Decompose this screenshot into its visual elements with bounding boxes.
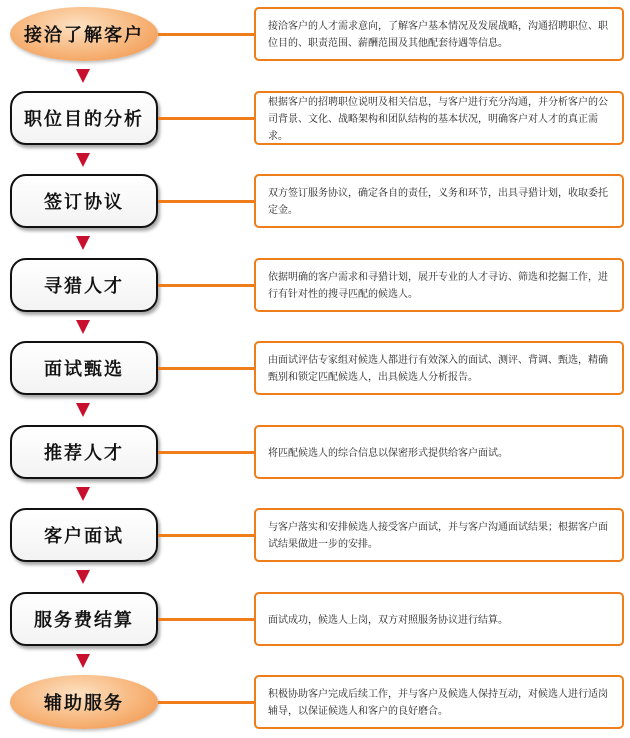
step-box (10, 675, 158, 729)
step-connector-line (158, 117, 254, 120)
step-description: 与客户落实和安排候选人接受客户面试，并与客户沟通面试结果；根据客户面试结果做进一步的安排。 (268, 522, 608, 550)
step-connector-line (158, 33, 254, 36)
step-title: 推荐人才 (44, 443, 124, 464)
step-description-box (254, 174, 624, 228)
step-description-box (254, 258, 624, 312)
step-connector-line (158, 451, 254, 454)
step-description: 由面试评估专家组对候选人都进行有效深入的面试、测评、背调、甄选，精确甄别和锁定匹配候选人，出具候选人分析报告。 (268, 355, 608, 383)
step-title: 面试甄选 (44, 359, 124, 380)
step-box (10, 592, 158, 646)
step-title: 职位目的分析 (24, 109, 144, 130)
step-title: 客户面试 (44, 526, 124, 547)
step-description-box (254, 675, 624, 729)
step-connector-line (158, 701, 254, 704)
step-title: 签订协议 (44, 192, 124, 213)
step-box (10, 174, 158, 228)
step-title: 寻猎人才 (44, 276, 124, 297)
flow-arrow-down-icon (76, 69, 90, 83)
step-description: 积极协助客户完成后续工作，并与客户及候选人保持互动，对候选人进行适岗辅导，以保证候选人和客户的良好磨合。 (268, 689, 608, 717)
step-connector-line (158, 200, 254, 203)
step-description-box (254, 508, 624, 562)
step-title: 接洽了解客户 (24, 25, 144, 46)
step-description: 面试成功，候选人上岗，双方对照服务协议进行结算。 (268, 614, 508, 626)
step-connector-line (158, 534, 254, 537)
step-description-box (254, 592, 624, 646)
step-description: 依据明确的客户需求和寻猎计划，展开专业的人才寻访、筛选和挖掘工作，进行有针对性的搜寻匹配的候选人。 (268, 272, 608, 300)
step-description: 双方签订服务协议，确定各自的责任，义务和环节，出具寻猎计划，收取委托定金。 (268, 188, 608, 216)
step-box (10, 425, 158, 479)
step-box (10, 91, 158, 145)
step-connector-line (158, 618, 254, 621)
step-box (10, 258, 158, 312)
flow-arrow-down-icon (76, 403, 90, 417)
step-description: 根据客户的招聘职位说明及相关信息，与客户进行充分沟通，并分析客户的公司背景、文化、战略架构和团队结构的基本状况，明确客户对人才的真正需求。 (268, 96, 608, 142)
flow-arrow-down-icon (76, 153, 90, 167)
step-box (10, 7, 158, 61)
flow-arrow-down-icon (76, 236, 90, 250)
step-title: 辅助服务 (44, 693, 124, 714)
step-description-box (254, 425, 624, 479)
flow-arrow-down-icon (76, 320, 90, 334)
step-description-box (254, 341, 624, 395)
flow-arrow-down-icon (76, 487, 90, 501)
step-description: 将匹配候选人的综合信息以保密形式提供给客户面试。 (268, 447, 508, 459)
step-description-box (254, 7, 624, 61)
step-title: 服务费结算 (34, 610, 134, 631)
step-description: 接洽客户的人才需求意向，了解客户基本情况及发展战略，沟通招聘职位、职位目的、职责范围、薪酬范围及其他配套待遇等信息。 (268, 21, 608, 49)
flow-arrow-down-icon (76, 654, 90, 668)
step-connector-line (158, 367, 254, 370)
step-connector-line (158, 284, 254, 287)
step-box (10, 341, 158, 395)
step-description-box (254, 91, 624, 145)
flow-arrow-down-icon (76, 570, 90, 584)
step-box (10, 508, 158, 562)
